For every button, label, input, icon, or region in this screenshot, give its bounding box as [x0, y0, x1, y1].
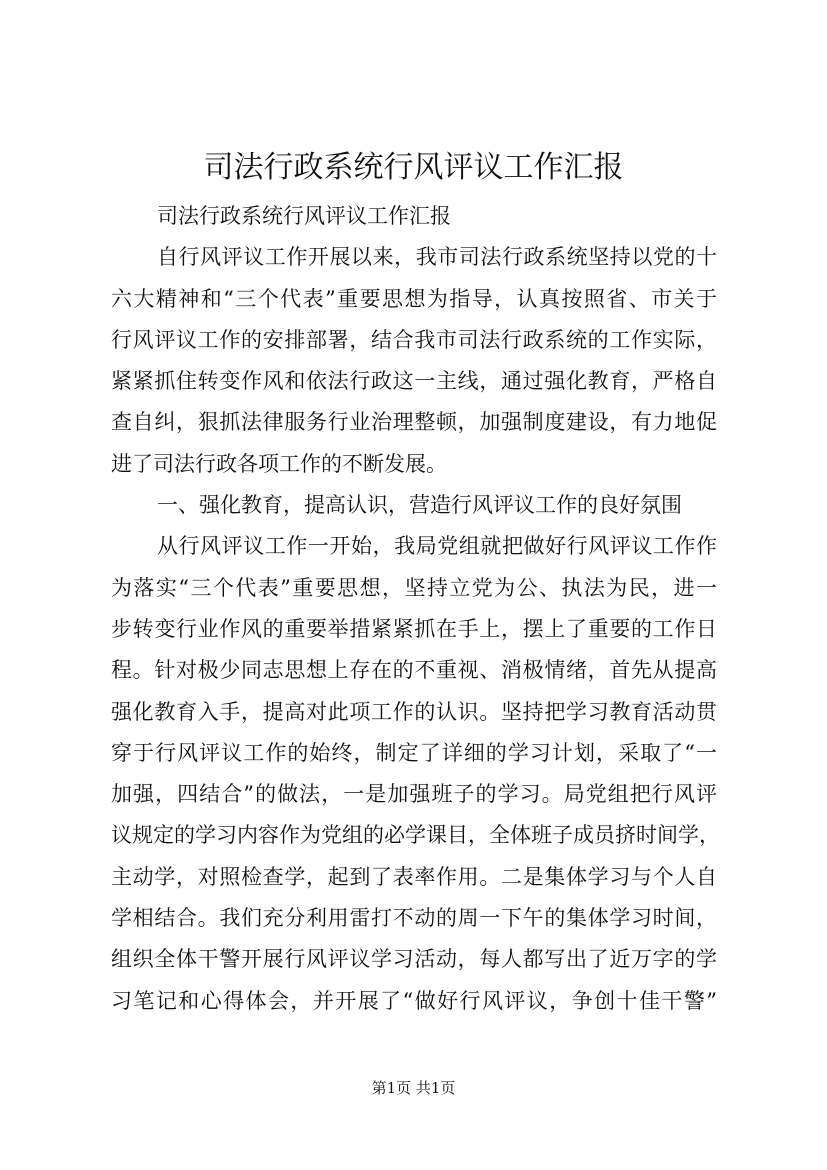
paragraph-line: 加强，四结合”的做法，一是加强班子的学习。局党组把行风评: [111, 782, 717, 807]
document-body: [111, 196, 720, 1022]
paragraph-line: 六大精神和“三个代表”重要思想为指导，认真按照省、市关于: [111, 286, 717, 311]
page-footer: 第1页 共1页: [371, 1079, 456, 1097]
paragraph-line: 程。针对极少同志思想上存在的不重视、消极情绪，首先从提高: [111, 658, 717, 683]
paragraph-line: 习笔记和心得体会，并开展了“做好行风评议，争创十佳干警”: [111, 988, 717, 1013]
paragraph-line: 自行风评议工作开展以来，我市司法行政系统坚持以党的十: [157, 245, 717, 270]
paragraph-line: 从行风评议工作一开始，我局党组就把做好行风评议工作作: [157, 534, 717, 559]
paragraph-line: 组织全体干警开展行风评议学习活动，每人都写出了近万字的学: [111, 947, 717, 972]
paragraph-line: 查自纠，狠抓法律服务行业治理整顿，加强制度建设，有力地促: [111, 410, 717, 435]
subtitle-line: 司法行政系统行风评议工作汇报: [157, 204, 451, 228]
paragraph-line: 为落实“三个代表”重要思想，坚持立党为公、执法为民，进一: [111, 575, 717, 600]
paragraph-line: 步转变行业作风的重要举措紧紧抓在手上，摆上了重要的工作日: [111, 616, 717, 641]
section-heading: 一、强化教育，提高认识，营造行风评议工作的良好氛围: [157, 493, 682, 518]
paragraph-line: 行风评议工作的安排部署，结合我市司法行政系统的工作实际，: [111, 327, 717, 352]
document-title: 司法行政系统行风评议工作汇报: [203, 150, 624, 185]
paragraph-line: 议规定的学习内容作为党组的必学课目，全体班子成员挤时间学，: [111, 823, 720, 848]
paragraph-line: 强化教育入手，提高对此项工作的认识。坚持把学习教育活动贯: [111, 699, 717, 724]
paragraph-line: 主动学，对照检查学，起到了表率作用。二是集体学习与个人自: [111, 864, 717, 889]
paragraph-line: 进了司法行政各项工作的不断发展。: [111, 451, 447, 476]
paragraph-line: 学相结合。我们充分利用雷打不动的周一下午的集体学习时间，: [111, 906, 717, 931]
paragraph-line: 紧紧抓住转变作风和依法行政这一主线，通过强化教育，严格自: [111, 369, 717, 394]
paragraph-line: 穿于行风评议工作的始终，制定了详细的学习计划，采取了“一: [111, 740, 717, 765]
